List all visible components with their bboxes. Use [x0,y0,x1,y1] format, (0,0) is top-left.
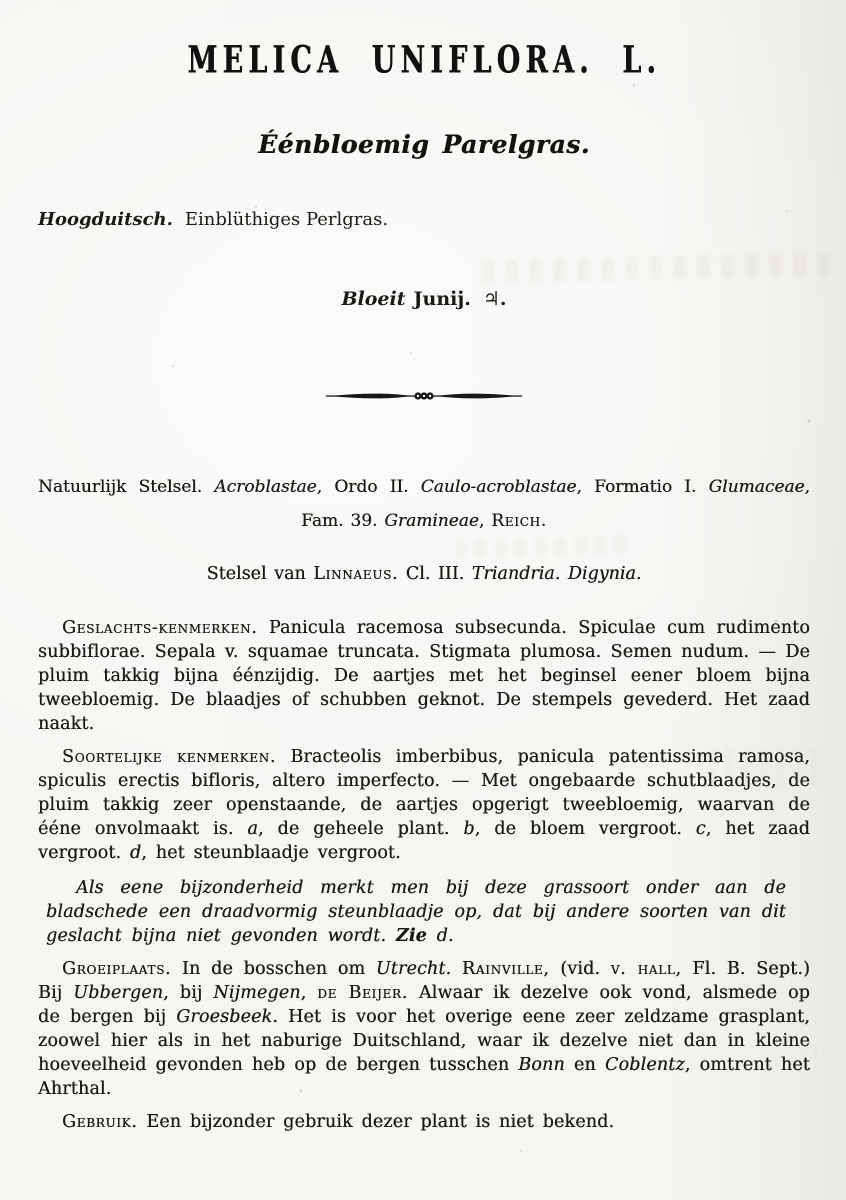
text-run: Rainville, [461,958,550,979]
text-run: In de bosschen om [171,958,376,979]
paragraph-bijzonderheid-note [38,876,810,948]
text-run: , [300,982,318,1003]
bloom-label: Bloeit [341,287,406,310]
text-run: , bij [163,982,214,1003]
page-subtitle: Éénbloemig Parelgras. [258,129,590,159]
text-run: d. [426,925,454,946]
text-run: , Ordo II. [316,476,421,497]
body-paragraphs [38,616,810,1134]
text-run: Stelsel van [206,563,314,584]
text-run: Groesbeek. [176,1006,279,1027]
text-run: Soortelijke kenmerken. [62,746,277,767]
text-run: Geslachts-kenmerken. [62,617,258,638]
divider-ornament-icon [326,388,522,404]
page-content [0,40,846,1134]
paper-specks [0,0,2,2]
text-run: Triandria. Digynia. [471,563,642,584]
text-run: v. hall, [610,958,682,979]
text-run: Het is voor het overige eene zeer zeldzame grasplant, zoowel hier als in het naburige Duitschland, waar ik dezelve niet dan in kleine hoeveelheid gevonden heb op de bergen tusschen [38,1006,811,1075]
text-run: Natuurlijk Stelsel. [38,476,215,497]
text-run: Linnaeus. [313,563,399,584]
text-run: (vid. [549,958,611,979]
ornamental-divider [38,388,810,404]
text-run: Als eene bijzonderheid merkt men bij deze grassoort onder aan de bladschede een draadvormig steunblaadje op, dat bij andere soorten van dit geslacht bijna niet gevonden wordt. [46,877,786,946]
german-name-line [38,209,810,230]
german-label: Hoogduitsch. [38,208,173,230]
text-run: , het steunblaadje vergroot. [141,842,401,863]
page-title [38,38,810,82]
text-run: b [463,818,475,839]
bloom-month: Junij. [413,287,471,310]
text-run: , het zaad vergroot. [38,818,811,863]
text-run: Gramineae [384,510,479,531]
text-run: Bracteolis imberbibus, panicula patentissima ramosa, spiculis erectis bifloris, altero imperfecto. — Met ongebaarde schutblaadjes, de pluim takkig zeer openstaande, de aartjes opgerigt tweebloemig, waarvan de ééne onvolmaakt is. [38,746,811,839]
bloom-line [38,288,810,310]
text-run: , [478,510,492,531]
text-run: , Formatio I. [576,476,709,497]
text-run: Cl. III. [398,563,472,584]
text-run: Een bijzonder gebruik dezer plant is niet bekend. [137,1111,615,1132]
text-run [451,959,462,979]
text-run: , de geheele plant. [257,818,464,839]
paragraph-soortelijke-kenmerken [38,745,810,865]
text-run: Panicula racemosa subsecunda. Spiculae cum rudimento subbiflorae. Sepala v. squamae truncata. Stigmata plumosa. Semen nudum. — De pluim takkig bijna éénzijdig. De aartjes met het beginsel eener bloem bijna tweebloemig. De blaadjes of schubben geknot. De stempels gevederd. Het zaad naakt. [38,617,810,734]
text-run: Glumaceae [708,476,805,497]
text-run: , Fam. 39. [301,476,810,531]
species-name: MELICA UNIFLORA. L. [187,38,661,82]
text-run: Zie [395,925,427,946]
text-run: a [247,818,258,839]
text-run: en [564,1054,605,1075]
paragraph-groeiplaats [38,957,810,1101]
text-run: de Beijer. [317,982,408,1003]
text-run: Fl. B. Sept.) Bij [38,958,811,1003]
natural-system-line [38,470,810,538]
perennial-symbol-icon: ♃. [482,287,507,310]
text-run: c [695,818,706,839]
text-run: Acroblastae [214,476,317,497]
text-run: , de bloem vergroot. [474,818,696,839]
text-run: Groeiplaats. [62,958,172,979]
text-run: Ubbergen [73,982,164,1003]
text-run: Gebruik. [62,1111,138,1132]
text-run: Utrecht. [375,958,452,979]
text-run: Coblentz [604,1054,685,1075]
text-run: Bonn [518,1054,565,1075]
text-run: Alwaar ik dezelve ook vond, alsmede op de bergen bij [38,982,810,1027]
paragraph-geslachts-kenmerken [38,616,810,736]
german-value: Einblüthiges Perlgras. [184,208,389,230]
paragraph-gebruik [38,1110,810,1134]
text-run: , omtrent het Ahrthal. [38,1054,810,1099]
text-run: Nijmegen [213,982,301,1003]
text-run: Caulo-acroblastae [420,476,577,497]
text-run: d [129,842,142,863]
text-run: Reich. [491,510,547,531]
linnaeus-system-line [38,564,810,584]
